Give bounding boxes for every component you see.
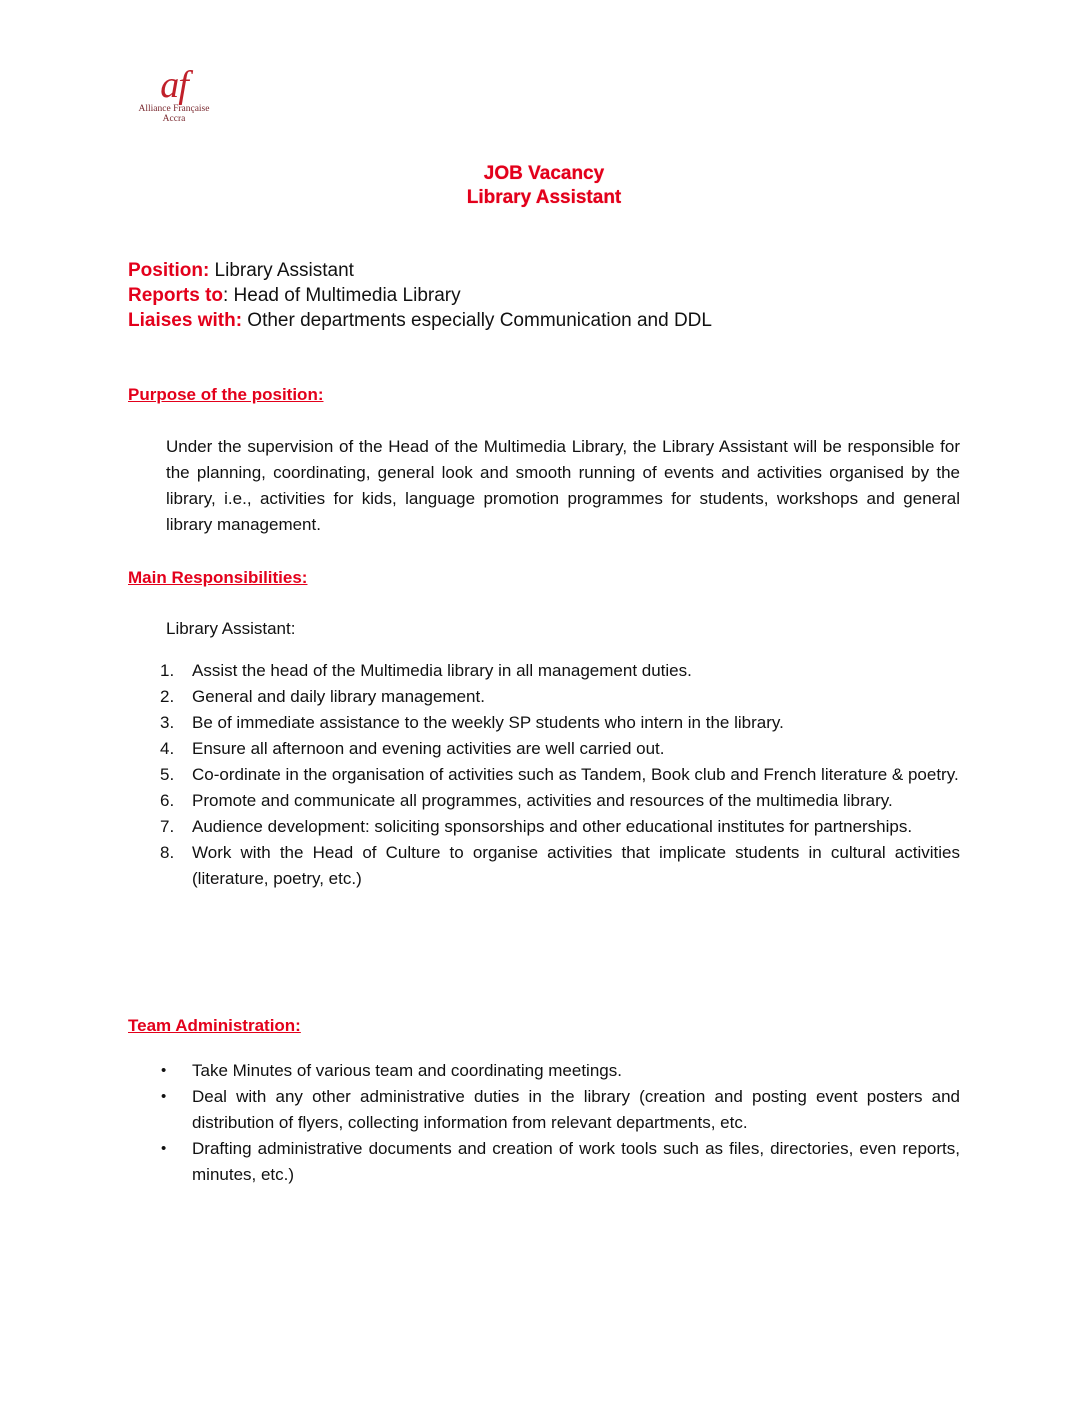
list-item-text: Be of immediate assistance to the weekly SP students who intern in the library. [192,713,784,732]
list-item-text: Work with the Head of Culture to organise activities that implicate students in cultural activities (literature, poetry, etc.) [192,843,960,888]
list-item [148,814,960,840]
document-title [0,162,1088,210]
list-item-number: 8. [160,843,175,862]
title-line-position: Library Assistant [466,187,622,208]
reports-to-label: Reports to [128,285,223,306]
logo-city: Accra [162,114,186,124]
logo-name: Alliance Française [138,104,210,114]
reports-to-row [128,283,712,308]
list-item-text: Audience development: soliciting sponsorships and other educational institutes for partnerships. [192,817,913,836]
team-administration-heading: Team Administration: [128,1016,301,1035]
list-item [148,736,960,762]
list-item [148,658,960,684]
list-item-number: 2. [160,687,175,706]
list-item-text: Co-ordinate in the organisation of activities such as Tandem, Book club and French literature & poetry. [192,765,959,784]
position-label: Position: [128,260,210,281]
list-item-number: 6. [160,791,175,810]
title-line-job-vacancy: JOB Vacancy [483,163,605,184]
list-item [148,840,960,892]
list-item-text: Deal with any other administrative duties in the library (creation and posting event posters and distribution of flyers, collecting information from relevant departments, etc. [192,1087,960,1132]
list-item-text: Promote and communicate all programmes, activities and resources of the multimedia library. [192,791,893,810]
position-value: Library Assistant [209,260,354,281]
liaises-with-value: Other departments especially Communication and DDL [242,310,712,331]
position-row [128,258,712,283]
list-item-number: 3. [160,713,175,732]
liaises-with-row [128,308,712,333]
bullet-icon: • [161,1140,167,1157]
alliance-francaise-logo [128,62,220,140]
list-item [148,684,960,710]
position-meta [128,258,712,333]
purpose-paragraph: Under the supervision of the Head of the Multimedia Library, the Library Assistant will be responsible for the planning, coordinating, general look and smooth running of events and activities organised by the library, i.e., activities for kids, language promotion programmes for students, workshops and general library management. [166,437,960,534]
liaises-with-label: Liaises with: [128,310,243,331]
responsibilities-list [148,658,960,892]
list-item-number: 5. [160,765,175,784]
list-item [148,788,960,814]
reports-to-value: : Head of Multimedia Library [223,285,461,306]
logo-mark: af [160,64,188,106]
team-administration-list [148,1058,960,1188]
list-item-text: General and daily library management. [192,687,485,706]
list-item-text: Assist the head of the Multimedia library in all management duties. [192,661,692,680]
list-item-text: Drafting administrative documents and creation of work tools such as files, directories, even reports, minutes, etc.) [192,1139,960,1184]
list-item-text: Ensure all afternoon and evening activities are well carried out. [192,739,665,758]
list-item [148,710,960,736]
purpose-heading: Purpose of the position: [128,385,324,404]
list-item [148,762,960,788]
responsibilities-intro: Library Assistant: [166,619,296,638]
list-item [148,1058,960,1084]
list-item-number: 4. [160,739,175,758]
responsibilities-heading: Main Responsibilities: [128,568,308,587]
list-item [148,1084,960,1136]
list-item-text: Take Minutes of various team and coordinating meetings. [192,1061,622,1080]
bullet-icon: • [161,1062,167,1079]
list-item [148,1136,960,1188]
list-item-number: 7. [160,817,175,836]
bullet-icon: • [161,1088,167,1105]
list-item-number: 1. [160,661,175,680]
